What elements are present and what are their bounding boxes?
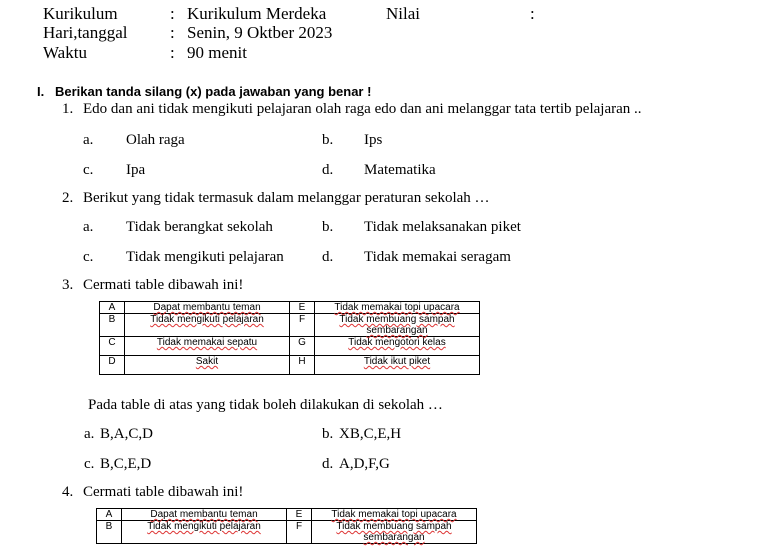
- table-cell-value: Tidak membuang sampah sembarangan: [315, 314, 480, 337]
- header-nilai-sep: :: [530, 4, 535, 23]
- table-cell-value: Tidak membuang sampah sembarangan: [312, 521, 477, 544]
- option-key: d.: [322, 249, 334, 265]
- table-cell-key: B: [100, 314, 125, 337]
- table-cell-key: A: [100, 302, 125, 314]
- table-cell-key: C: [100, 337, 125, 356]
- question-number: 4.: [62, 484, 74, 500]
- header-value-kurikulum: Kurikulum Merdeka: [187, 4, 327, 23]
- option-text: Tidak berangkat sekolah: [126, 219, 273, 235]
- table-cell-value: Tidak memakai topi upacara: [315, 302, 480, 314]
- table-cell-value: Tidak mengikuti pelajaran: [122, 521, 287, 544]
- option-text: B,C,E,D: [100, 456, 152, 472]
- header-value-hari: Senin, 9 Oktber 2023: [187, 23, 333, 42]
- header-sep: :: [170, 23, 175, 42]
- option-text: Tidak memakai seragam: [364, 249, 511, 265]
- header-label-kurikulum: Kurikulum: [43, 4, 118, 23]
- table-row: [100, 356, 480, 375]
- header-label-waktu: Waktu: [43, 43, 87, 62]
- option-key: a.: [84, 426, 95, 442]
- option-key: b.: [322, 219, 334, 235]
- table-cell-key: H: [290, 356, 315, 375]
- section-instruction: Berikan tanda silang (x) pada jawaban yang benar !: [55, 84, 372, 99]
- table-row: [100, 302, 480, 314]
- question-text: Edo dan ani tidak mengikuti pelajaran olah raga edo dan ani melanggar tata tertib pelajaran ..: [83, 101, 642, 117]
- table-cell-key: E: [287, 509, 312, 521]
- table-cell-key: F: [287, 521, 312, 544]
- table-cell-value: Sakit: [125, 356, 290, 375]
- option-key: d.: [322, 162, 334, 178]
- header-nilai-label: Nilai: [386, 4, 420, 23]
- table-cell-value: Tidak mengotori kelas: [315, 337, 480, 356]
- header-value-waktu: 90 menit: [187, 43, 247, 62]
- option-text: Tidak melaksanakan piket: [364, 219, 521, 235]
- question-table: [99, 301, 480, 375]
- option-text: XB,C,E,H: [339, 426, 402, 442]
- question-text: Berikut yang tidak termasuk dalam melanggar peraturan sekolah …: [83, 190, 490, 206]
- table-cell-key: G: [290, 337, 315, 356]
- question-text: Cermati table dibawah ini!: [83, 484, 244, 500]
- option-text: A,D,F,G: [339, 456, 390, 472]
- option-text: Tidak mengikuti pelajaran: [126, 249, 284, 265]
- option-text: Ipa: [126, 162, 146, 178]
- question-number: 1.: [62, 101, 74, 117]
- table-cell-value: Tidak memakai sepatu: [125, 337, 290, 356]
- option-key: c.: [84, 456, 95, 472]
- option-text: B,A,C,D: [100, 426, 153, 442]
- table-cell-key: B: [97, 521, 122, 544]
- table-cell-value: Tidak memakai topi upacara: [312, 509, 477, 521]
- option-key: b.: [322, 426, 334, 442]
- table-cell-key: D: [100, 356, 125, 375]
- option-key: b.: [322, 132, 334, 148]
- table-cell-value: Tidak mengikuti pelajaran: [125, 314, 290, 337]
- header-sep: :: [170, 43, 175, 62]
- table-cell-value: Dapat membantu teman: [125, 302, 290, 314]
- table-cell-value: Tidak ikut piket: [315, 356, 480, 375]
- option-text: Ips: [364, 132, 383, 148]
- question-number: 3.: [62, 277, 74, 293]
- section-number: I.: [37, 84, 45, 99]
- option-text: Matematika: [364, 162, 436, 178]
- question-followup: Pada table di atas yang tidak boleh dilakukan di sekolah …: [88, 397, 443, 413]
- table-cell-key: E: [290, 302, 315, 314]
- table-cell-key: A: [97, 509, 122, 521]
- table-row: [100, 337, 480, 356]
- option-key: a.: [83, 132, 94, 148]
- header-label-hari: Hari,tanggal: [43, 23, 128, 42]
- table-row: [97, 521, 477, 544]
- option-key: d.: [322, 456, 334, 472]
- option-key: a.: [83, 219, 94, 235]
- option-key: c.: [83, 162, 94, 178]
- question-table: [96, 508, 477, 544]
- header-sep: :: [170, 4, 175, 23]
- option-key: c.: [83, 249, 94, 265]
- question-number: 2.: [62, 190, 74, 206]
- table-cell-key: F: [290, 314, 315, 337]
- question-text: Cermati table dibawah ini!: [83, 277, 244, 293]
- table-cell-value: Dapat membantu teman: [122, 509, 287, 521]
- table-row: [97, 509, 477, 521]
- table-row: [100, 314, 480, 337]
- option-text: Olah raga: [126, 132, 185, 148]
